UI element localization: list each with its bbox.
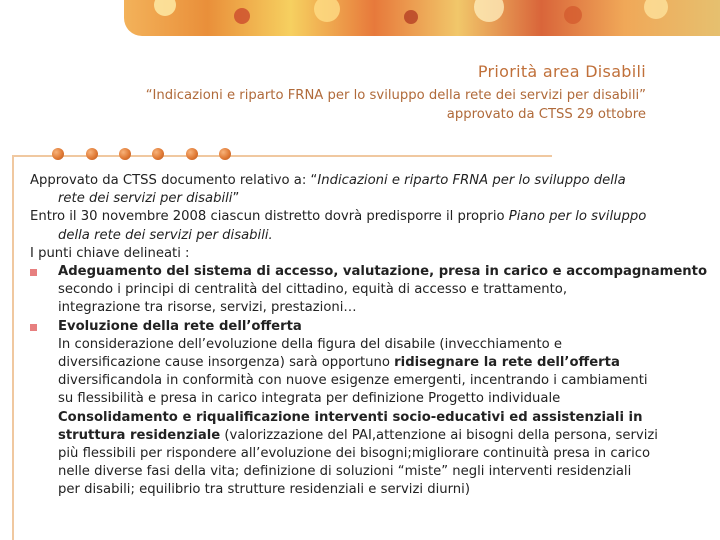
text-bold: struttura residenziale xyxy=(58,427,221,443)
bullet-text: Consolidamento e riqualificazione interventi socio-educativi ed assistenziali in xyxy=(58,409,643,425)
header-banner-image xyxy=(124,0,720,36)
decor-dot xyxy=(186,148,198,160)
paragraph-key-points: I punti chiave delineati : xyxy=(30,245,190,261)
bullet-title: Adeguamento del sistema di accesso, valutazione, presa in carico e accompagnamento xyxy=(58,264,708,280)
text: rete dei servizi per disabili xyxy=(58,191,233,207)
paragraph-approval-cont xyxy=(30,190,712,208)
bullet-text: diversificandola in conformità con nuove esigenze emergenti, incentrando i cambiamenti xyxy=(58,373,648,389)
paragraph-deadline-cont xyxy=(30,227,712,245)
text: della rete dei servizi per disabili. xyxy=(58,227,273,243)
decor-dot xyxy=(219,148,231,160)
subtitle-line-2: approvato da CTSS 29 ottobre xyxy=(446,107,646,122)
text-bold: ridisegnare la rete dell’offerta xyxy=(394,355,620,371)
text: Indicazioni e riparto FRNA per lo sviluppo della xyxy=(317,173,626,188)
divider-vertical xyxy=(12,156,14,540)
bullet-text xyxy=(30,354,712,372)
bullet-title: Evoluzione della rete dell’offerta xyxy=(58,318,302,334)
subtitle-line-1: “Indicazioni e riparto FRNA per lo sviluppo della rete dei servizi per disabili” xyxy=(145,88,646,103)
decor-dot xyxy=(86,148,98,160)
text: ” xyxy=(232,191,240,207)
slide-title: Priorità area Disabili xyxy=(477,62,646,81)
text: (valorizzazione del PAI,attenzione ai bisogni della persona, servizi xyxy=(220,427,658,443)
bullet-text: In considerazione dell’evoluzione della figura del disabile (invecchiamento e xyxy=(58,336,562,352)
bullet-text: per disabili; equilibrio tra strutture residenziali e servizi diurni) xyxy=(58,482,470,498)
decor-dot xyxy=(52,148,64,160)
bullet-item-access xyxy=(30,263,712,281)
text: Entro il 30 novembre 2008 ciascun distretto dovrà predisporre il proprio xyxy=(30,209,509,225)
bullet-text: nelle diverse fasi della vita; definizione di soluzioni “miste” negli interventi residenziali xyxy=(58,464,632,480)
bullet-item-offer xyxy=(30,318,712,336)
decor-dot xyxy=(152,148,164,160)
bullet-text: su flessibilità e presa in carico integrata per definizione Progetto individuale xyxy=(58,391,561,407)
bullet-text: più flessibili per rispondere all’evoluzione dei bisogni;migliorare continuità presa in carico xyxy=(58,446,651,462)
bullet-text: integrazione tra risorse, servizi, prestazioni… xyxy=(58,300,357,316)
bullet-square-icon xyxy=(30,269,37,276)
text: diversificazione cause insorgenza) sarà opportuno xyxy=(58,355,395,371)
bullet-square-icon xyxy=(30,324,37,331)
text: Piano per lo sviluppo xyxy=(508,209,647,225)
decor-dot xyxy=(119,148,131,160)
paragraph-approval xyxy=(30,172,712,190)
slide-body xyxy=(30,172,712,500)
text: “ xyxy=(310,173,318,188)
bullet-text xyxy=(30,427,712,445)
paragraph-deadline xyxy=(30,208,712,226)
slide-subtitle xyxy=(46,86,646,124)
text: Approvato da CTSS documento relativo a: xyxy=(30,173,311,188)
bullet-text: secondo i principi di centralità del cittadino, equità di accesso e trattamento, xyxy=(58,282,568,298)
